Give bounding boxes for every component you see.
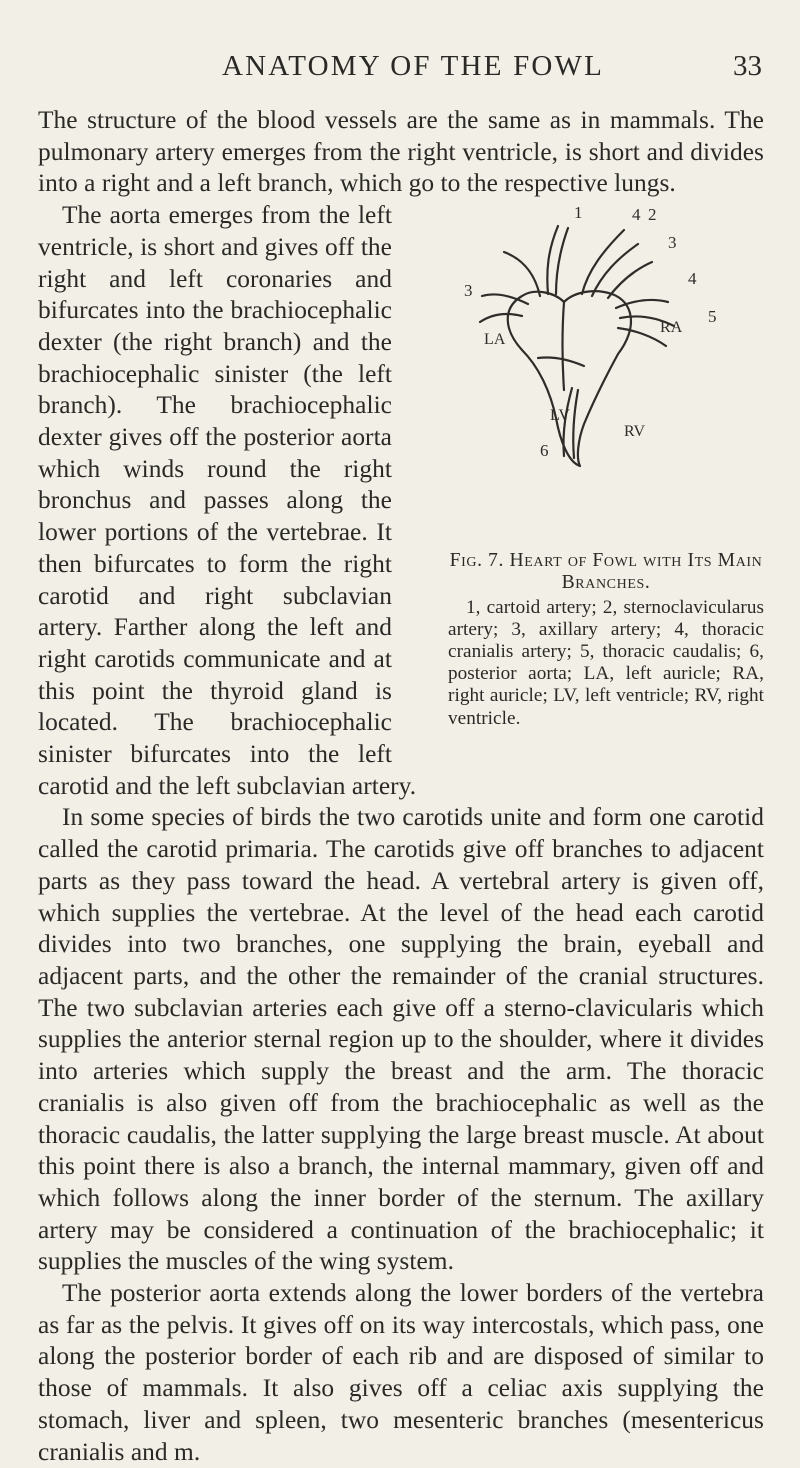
- label-rv: RV: [624, 423, 646, 441]
- figure-heart: [412, 200, 764, 759]
- label-4-right: 4: [688, 269, 697, 289]
- label-2: 2: [648, 205, 657, 225]
- label-lv: LV: [550, 407, 570, 425]
- figure-caption: [448, 550, 764, 730]
- paragraph-3: In some species of birds the two carotids unite and form one carotid called the carotid primaria. The carotids give off branches to adjacent parts as they pass toward the head. A vertebral artery is given off, which supplies the vertebrae. At the level of the head each carotid divides into two branches, one supplying the brain, eyeball and adjacent parts, and the other the remainder of the cranial structures. The two subclavian arteries each give off a sterno-clavicularis which supplies the anterior sternal region up to the shoulder, where it divides into arteries which supply the breast and the arm. The thoracic cranialis is also given off from the brachiocephalic as well as the thoracic caudalis, the latter supplying the large breast muscle. At about this point there is also a branch, the internal mammary, given off and which follows along the inner border of the sternum. The axillary artery may be considered a continuation of the brachiocephalic; it supplies the muscles of the wing system.: [38, 803, 764, 1276]
- label-3-right: 3: [668, 233, 677, 253]
- label-1: 1: [574, 203, 583, 223]
- label-6: 6: [540, 441, 549, 461]
- label-ra: RA: [660, 319, 683, 337]
- caption-title: Fig. 7. Heart of Fowl with Its Main Branches.: [449, 550, 763, 594]
- label-5: 5: [708, 307, 717, 327]
- body-text: [38, 105, 764, 1468]
- page-header: [0, 50, 800, 94]
- label-la: LA: [484, 331, 506, 349]
- label-4-top: 4: [632, 205, 641, 225]
- paragraph-2: The aorta emerges from the left ventricle, is short and gives off the right and left coronaries and bifurcates into the brachiocephalic dexter (the right branch) and the brachiocephalic sinister (the left branch). The brachiocephalic dexter gives off the posterior aorta which winds round the right bronchus and passes along the lower portions of the vertebrae. It then bifurcates to form the right carotid and right subclavian artery. Farther along the left and right carotids communicate and at this point the thyroid gland is located. The brachiocephalic sinister bifurcates into the left carotid and the left subclavian artery.: [38, 201, 417, 800]
- page-number: 33: [733, 50, 762, 82]
- heart-illustration: [412, 200, 764, 540]
- caption-body: 1, cartoid artery; 2, sternoclavicularus artery; 3, axillary artery; 4, thoracic cranialis artery; 5, thoracic caudalis; 6, posterior aorta; LA, left auricle; RA, right auricle; LV, left ventricle; RV, right ventricle.: [448, 596, 764, 729]
- label-3-left: 3: [464, 281, 473, 301]
- paragraph-4: The posterior aorta extends along the lower borders of the vertebra as far as the pelvis. It gives off on its way intercostals, which pass, one along the posterior border of each rib and are disposed of similar to those of mammals. It also gives off a celiac axis supplying the stomach, liver and spleen, two mesenteric branches (mesentericus cranialis and m.: [38, 1279, 764, 1466]
- running-title: ANATOMY OF THE FOWL: [222, 50, 605, 82]
- paragraph-1: The structure of the blood vessels are the same as in mammals. The pulmonary artery emerges from the right ventricle, is short and divides into a right and a left branch, which go to the respective lungs.: [38, 106, 764, 198]
